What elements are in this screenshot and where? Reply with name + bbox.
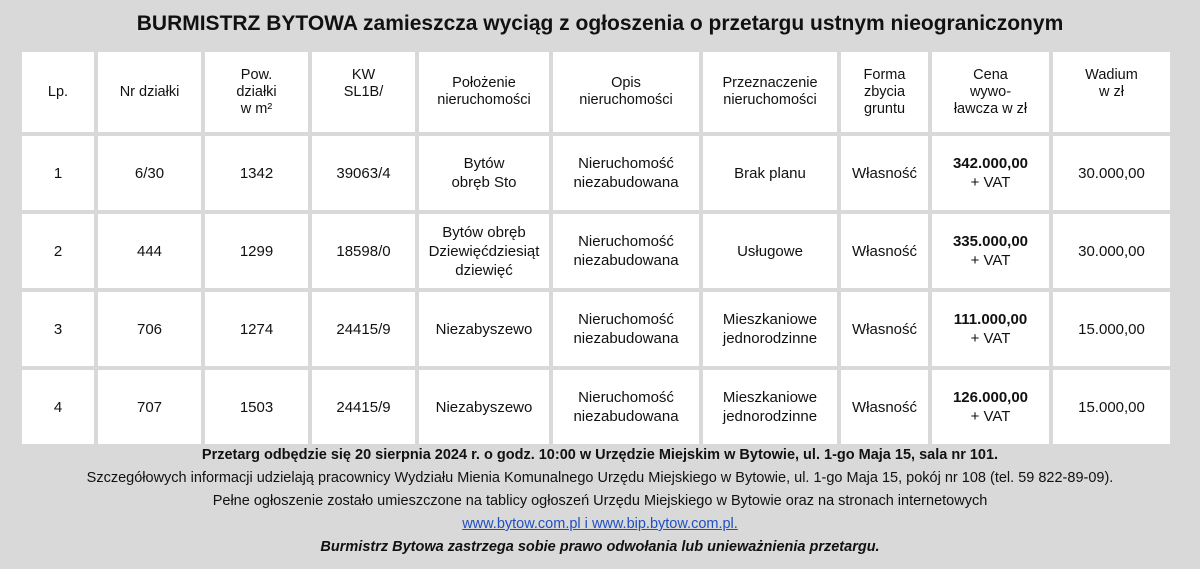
cell-cena: 126.000,00 + VAT [932,370,1049,444]
link-separator: i [580,516,592,532]
contact-info-line: Szczegółowych informacji udzielają pracownicy Wydziału Mienia Komunalnego Urzędu Miejskiego w Bytowie, ul. 1-go Maja 15, pokój nr 108 (tel. 59 822-89-09). [86,470,1114,486]
header-cena: Cena wywo- ławcza w zł [932,52,1049,132]
cell-wadium: 15.000,00 [1053,370,1170,444]
cell-cena: 342.000,00 + VAT [932,136,1049,210]
header-forma: Forma zbycia gruntu [841,52,928,132]
header-pow: Pow. działki w m² [205,52,308,132]
cell-wadium: 15.000,00 [1053,292,1170,366]
table-row [22,292,1170,366]
cell-pow: 1342 [205,136,308,210]
cell-przeznaczenie: Mieszkaniowe jednorodzinne [703,292,837,366]
cell-polozenie: Niezabyszewo [419,292,549,366]
cell-cena: 335.000,00 + VAT [932,214,1049,288]
header-nr-dzialki: Nr działki [98,52,201,132]
cell-polozenie: Bytów obręb Sto [419,136,549,210]
cell-wadium: 30.000,00 [1053,136,1170,210]
cell-kw: 24415/9 [312,370,415,444]
cell-nr-dzialki: 6/30 [98,136,201,210]
cell-pow: 1503 [205,370,308,444]
cell-forma: Własność [841,370,928,444]
cell-kw: 24415/9 [312,292,415,366]
cell-nr-dzialki: 444 [98,214,201,288]
cell-lp: 2 [22,214,94,288]
links-line [0,513,1200,536]
auction-table [18,48,1174,448]
cell-wadium: 30.000,00 [1053,214,1170,288]
cell-polozenie: Bytów obręb Dziewięćdziesiąt dziewięć [419,214,549,288]
auction-date-line: Przetarg odbędzie się 20 sierpnia 2024 r. o godz. 10:00 w Urzędzie Miejskim w Bytowie, ul. 1-go Maja 15, sala nr 101. [201,447,999,463]
header-polozenie: Położenie nieruchomości [419,52,549,132]
cell-cena: 111.000,00 + VAT [932,292,1049,366]
cell-przeznaczenie: Usługowe [703,214,837,288]
cell-opis: Nieruchomość niezabudowana [553,136,699,210]
cell-przeznaczenie: Mieszkaniowe jednorodzinne [703,370,837,444]
cell-opis: Nieruchomość niezabudowana [553,370,699,444]
table-header-row [22,52,1170,132]
table-row [22,214,1170,288]
cell-forma: Własność [841,292,928,366]
table-row [22,370,1170,444]
cell-kw: 18598/0 [312,214,415,288]
cell-lp: 4 [22,370,94,444]
header-wadium: Wadium w zł [1053,52,1170,132]
table-row [22,136,1170,210]
cell-forma: Własność [841,214,928,288]
cell-opis: Nieruchomość niezabudowana [553,292,699,366]
cell-nr-dzialki: 706 [98,292,201,366]
cell-nr-dzialki: 707 [98,370,201,444]
footer [0,444,1200,559]
cell-pow: 1299 [205,214,308,288]
cell-forma: Własność [841,136,928,210]
announcement-info-line: Pełne ogłoszenie zostało umieszczone na tablicy ogłoszeń Urzędu Miejskiego w Bytowie oraz na stronach internetowych [212,493,988,509]
cell-opis: Nieruchomość niezabudowana [553,214,699,288]
link-bip[interactable]: www.bip.bytow.com.pl. [591,516,738,532]
page-title: BURMISTRZ BYTOWA zamieszcza wyciąg z ogłoszenia o przetargu ustnym nieograniczonym [136,12,1064,35]
header-przeznaczenie: Przeznaczenie nieruchomości [703,52,837,132]
header-kw: KW SL1B/ [312,52,415,132]
link-bytow[interactable]: www.bytow.com.pl [462,516,581,532]
cell-lp: 1 [22,136,94,210]
cell-przeznaczenie: Brak planu [703,136,837,210]
cell-pow: 1274 [205,292,308,366]
header-opis: Opis nieruchomości [553,52,699,132]
disclaimer-line: Burmistrz Bytowa zastrzega sobie prawo odwołania lub unieważnienia przetargu. [320,539,880,555]
cell-kw: 39063/4 [312,136,415,210]
header-lp: Lp. [22,52,94,132]
cell-lp: 3 [22,292,94,366]
cell-polozenie: Niezabyszewo [419,370,549,444]
